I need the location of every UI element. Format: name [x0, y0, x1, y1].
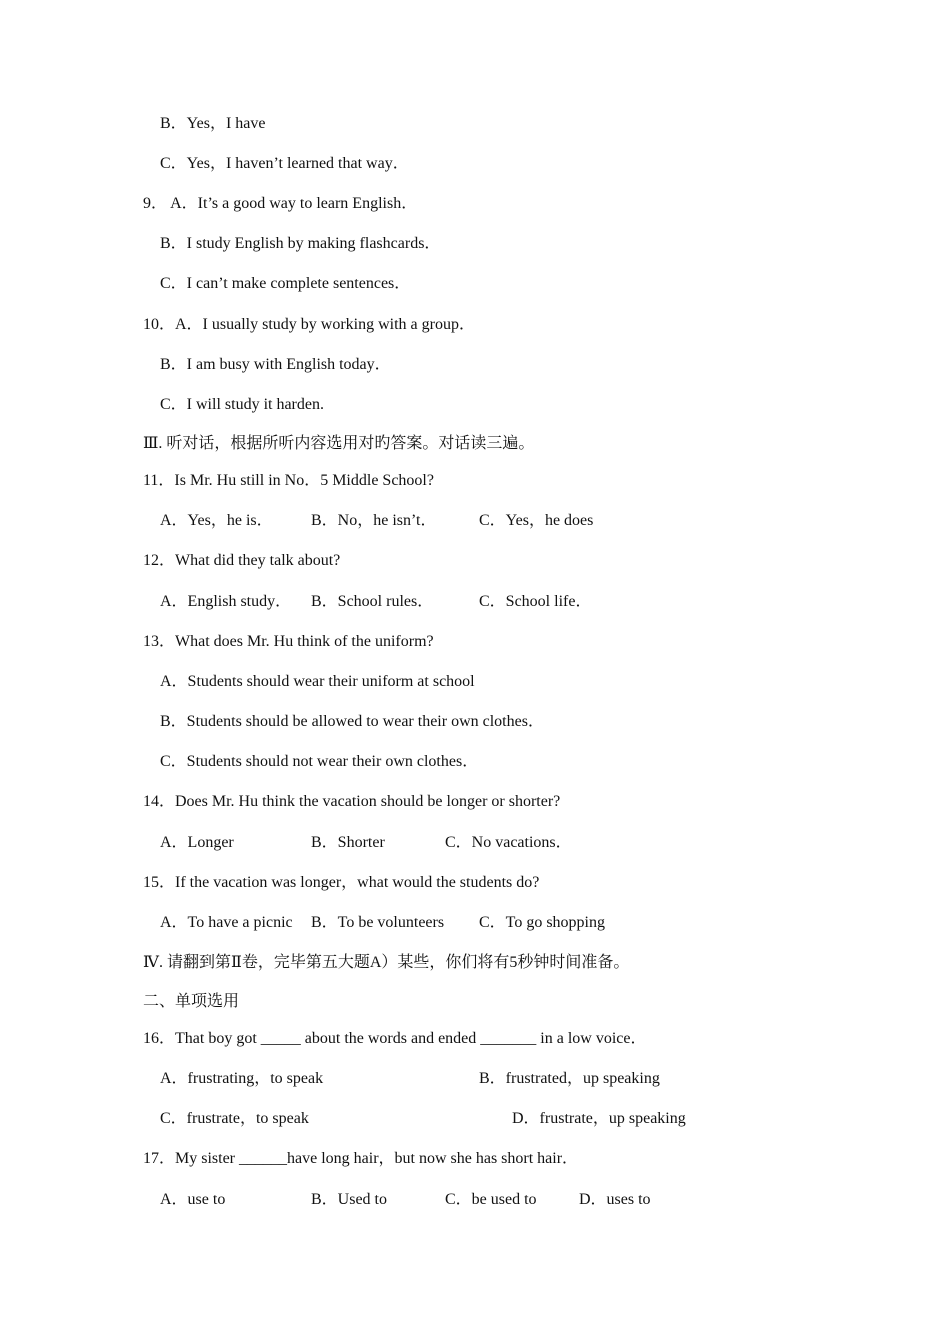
q9-option-b: B．I study English by making flashcards．	[160, 235, 441, 252]
q14-stem: 14．Does Mr. Hu think the vacation should be longer or shorter?	[143, 793, 561, 810]
q10-option-c: C．I will study it harden.	[160, 396, 324, 413]
section-3-heading: Ⅲ. 听对话，根据所听内容选用对旳答案。对话读三遍。	[143, 435, 535, 452]
section-4-heading: Ⅳ. 请翻到第Ⅱ卷，完毕第五大题A）某些，你们将有5秒钟时间准备。	[143, 954, 630, 971]
q13-option-c: C．Students should not wear their own clothes．	[160, 753, 479, 770]
q10-option-b: B．I am busy with English today．	[160, 356, 391, 373]
q17-stem: 17．My sister ______have long hair，but now she has short hair．	[143, 1150, 579, 1167]
q17-option-a: A．use to	[160, 1191, 226, 1208]
q14-option-a: A．Longer	[160, 834, 234, 851]
q15-option-c: C．To go shopping	[479, 914, 606, 931]
q14-option-c: C．No vacations．	[445, 834, 572, 851]
q17-option-b: B．Used to	[311, 1191, 388, 1208]
q11-stem: 11．Is Mr. Hu still in No．5 Middle School?	[143, 472, 434, 489]
q13-stem: 13．What does Mr. Hu think of the uniform?	[143, 633, 434, 650]
q11-option-a: A．Yes，he is．	[160, 512, 273, 529]
q8-option-b: B．Yes，I have	[160, 115, 266, 132]
q11-option-c: C．Yes，he does	[479, 512, 594, 529]
q16-option-d: D．frustrate，up speaking	[512, 1110, 686, 1127]
q10-stem: 10．A．I usually study by working with a group．	[143, 316, 475, 333]
q9-stem: 9． A．It’s a good way to learn English．	[143, 195, 418, 212]
q9-option-c: C．I can’t make complete sentences．	[160, 275, 411, 292]
q12-option-a: A．English study．	[160, 593, 292, 610]
q8-option-c: C．Yes，I haven’t learned that way．	[160, 155, 409, 172]
q12-option-b: B．School rules．	[311, 593, 434, 610]
q11-option-b: B．No，he isn’t．	[311, 512, 437, 529]
q16-option-c: C．frustrate，to speak	[160, 1110, 309, 1127]
q13-option-b: B．Students should be allowed to wear their own clothes．	[160, 713, 544, 730]
q17-option-c: C．be used to	[445, 1191, 537, 1208]
q14-option-b: B．Shorter	[311, 834, 385, 851]
q15-option-a: A．To have a picnic	[160, 914, 293, 931]
q15-stem: 15．If the vacation was longer，what would the students do?	[143, 874, 540, 891]
q17-option-d: D．uses to	[579, 1191, 651, 1208]
q15-option-b: B．To be volunteers	[311, 914, 445, 931]
q16-option-b: B．frustrated，up speaking	[479, 1070, 660, 1087]
q12-option-c: C．School life．	[479, 593, 592, 610]
q13-option-a: A．Students should wear their uniform at school	[160, 673, 475, 690]
q16-option-a: A．frustrating，to speak	[160, 1070, 324, 1087]
q16-stem: 16．That boy got _____ about the words and ended _______ in a low voice．	[143, 1030, 647, 1047]
part-2-heading: 二、单项选用	[143, 993, 240, 1010]
q12-stem: 12．What did they talk about?	[143, 552, 341, 569]
